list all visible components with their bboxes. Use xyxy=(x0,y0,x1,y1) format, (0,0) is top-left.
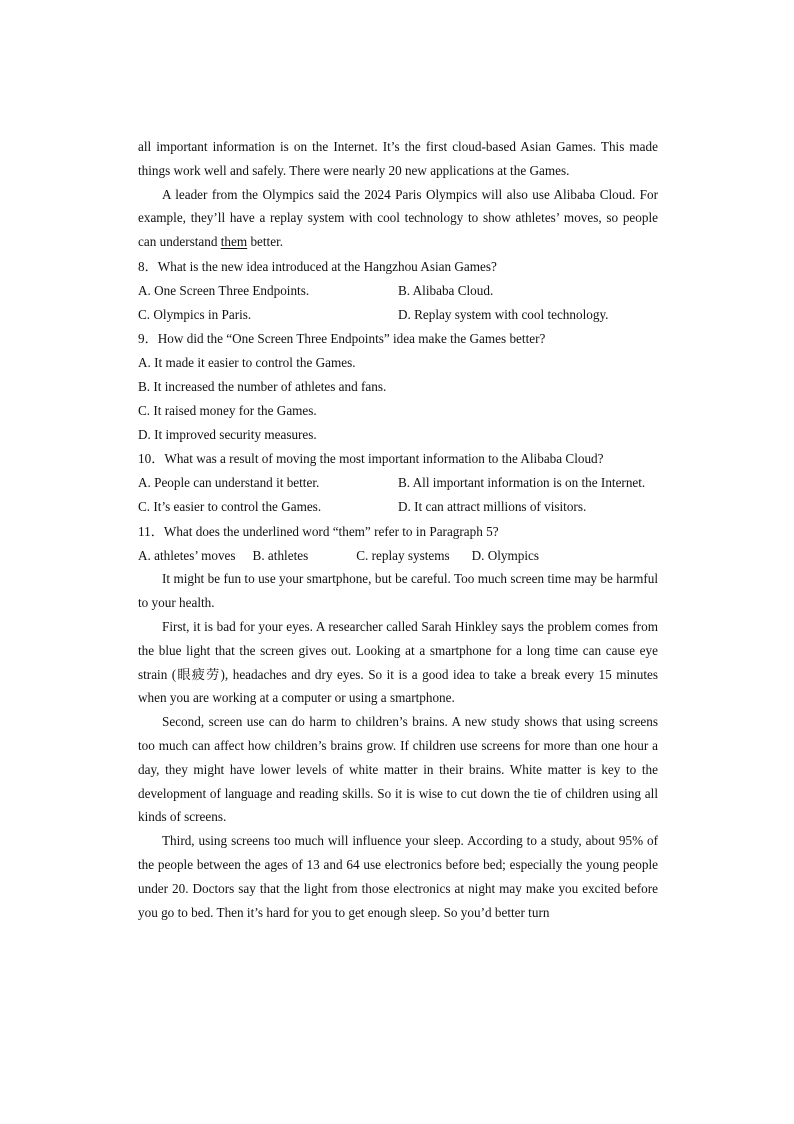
passage1-paragraph-5 xyxy=(138,183,658,254)
passage2-paragraph-1: It might be fun to use your smartphone, but be careful. Too much screen time may be harmful to your health. xyxy=(138,571,658,611)
passage2-paragraph-3: Second, screen use can do harm to children’s brains. A new study shows that using screens too much can affect how children’s brains grow. If children use screens for more than one hour a day, they might have lower levels of white matter in their brains. White matter is key to the development of language and reading skills. So it is wise to cut down the tie of children using all kinds of screens. xyxy=(138,714,658,825)
question-11-option-c: C. replay systems xyxy=(356,547,450,563)
question-9-option-a: A. It made it easier to control the Games. xyxy=(138,355,356,371)
question-10-options xyxy=(138,471,658,519)
question-8-stem: 8．What is the new idea introduced at the Hangzhou Asian Games? xyxy=(138,258,497,274)
question-11-option-d: D. Olympics xyxy=(471,547,540,563)
question-8-option-b: B. Alibaba Cloud. xyxy=(398,282,494,298)
page-content xyxy=(138,135,658,924)
paragraph-text: A leader from the Olympics said the 2024 Paris Olympics will also use Alibaba Cloud. For example, they’ll have a replay system with cool technology to show athletes’ moves, so people can understand xyxy=(138,186,658,250)
question-8-options xyxy=(138,279,658,327)
question-10-option-b: B. All important information is on the Internet. xyxy=(398,475,646,491)
question-10-option-d: D. It can attract millions of visitors. xyxy=(398,498,587,514)
question-9-option-b: B. It increased the number of athletes and fans. xyxy=(138,378,387,394)
question-9-option-c: C. It raised money for the Games. xyxy=(138,402,317,418)
passage2-paragraph-2: First, it is bad for your eyes. A researcher called Sarah Hinkley says the problem comes from the blue light that the screen gives out. Looking at a smartphone for a long time can cause eye strain (眼疲劳), headaches and dry eyes. So it is a good idea to take a break every 15 minutes when you are working at a computer or using a smartphone. xyxy=(138,618,658,706)
question-11-options xyxy=(138,544,658,568)
passage1-paragraph-tail: all important information is on the Internet. It’s the first cloud-based Asian Games. This made things work well and safely. There were nearly 20 new applications at the Games. xyxy=(138,139,658,178)
question-8-option-c: C. Olympics in Paris. xyxy=(138,306,252,322)
question-10-stem: 10．What was a result of moving the most important information to the Alibaba Cloud? xyxy=(138,451,604,467)
question-10-option-a: A. People can understand it better. xyxy=(138,475,320,491)
question-8-option-a: A. One Screen Three Endpoints. xyxy=(138,282,310,298)
question-11-stem: 11．What does the underlined word “them” refer to in Paragraph 5? xyxy=(138,523,499,539)
paragraph-text: better. xyxy=(247,234,284,250)
question-9-option-d: D. It improved security measures. xyxy=(138,426,317,442)
question-11-option-a: A. athletes’ moves xyxy=(138,547,236,563)
question-11-option-b: B. athletes xyxy=(252,547,309,563)
question-9-stem: 9．How did the “One Screen Three Endpoints” idea make the Games better? xyxy=(138,331,546,347)
question-8-option-d: D. Replay system with cool technology. xyxy=(398,306,609,322)
passage2-paragraph-4: Third, using screens too much will influence your sleep. According to a study, about 95% of the people between the ages of 13 and 64 use electronics before bed; especially the young people under 20. Doctors say that the light from those electronics at night may make you excited before you go to bed. Then it’s hard for you to get enough sleep. So you’d better turn xyxy=(138,833,658,920)
question-10-option-c: C. It’s easier to control the Games. xyxy=(138,498,322,514)
underlined-word: them xyxy=(220,234,248,250)
